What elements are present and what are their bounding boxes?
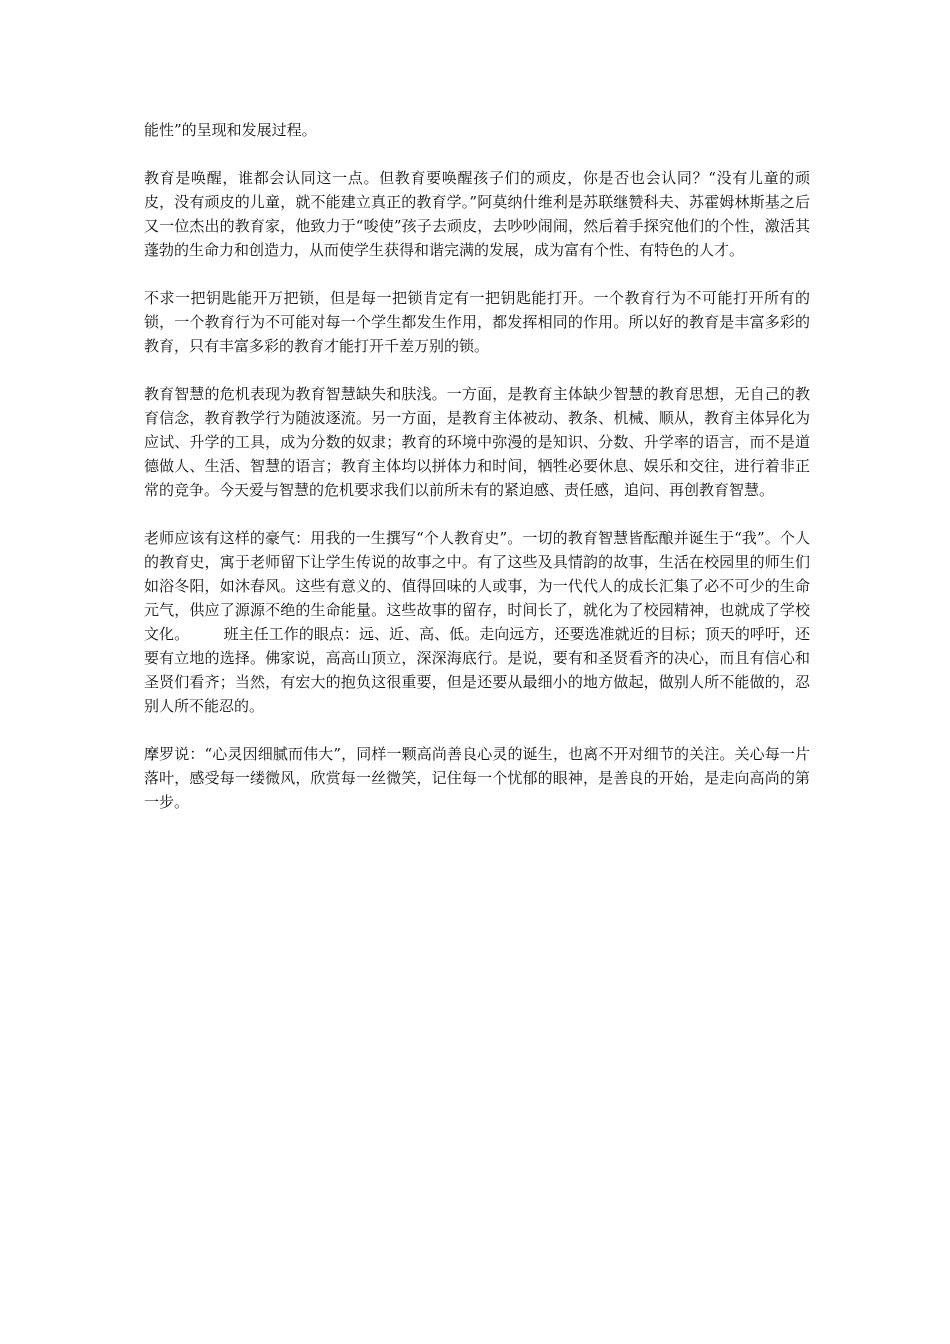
paragraph-5-part-1: 老师应该有这样的豪气：用我的一生撰写“个人教育史”。一切的教育智慧皆酝酿并诞生于“我”。个人的教育史，寓于老师留下让学生传说的故事之中。有了这些及具情韵的故事，生活在校园里的师生们如浴冬阳，如沐春风。这些有意义的、值得回味的人或事，为一代代人的成长汇集了必不可少的生命元气，供应了源源不绝的生命能量。这些故事的留存，时间长了，就化为了校园精神，也就成了学校文化。 <box>144 529 810 643</box>
document-body <box>144 118 810 814</box>
paragraph-6: 摩罗说：“心灵因细腻而伟大”，同样一颗高尚善良心灵的诞生，也离不开对细节的关注。关心每一片落叶，感受每一缕微风，欣赏每一丝微笑，记住每一个忧郁的眼神，是善良的开始，是走向高尚的第一步。 <box>144 745 810 811</box>
paragraph-4: 教育智慧的危机表现为教育智慧缺失和肤浅。一方面，是教育主体缺少智慧的教育思想，无自己的教育信念，教育教学行为随波逐流。另一方面，是教育主体被动、教条、机械、顺从，教育主体异化为应试、升学的工具，成为分数的奴隶；教育的环境中弥漫的是知识、分数、升学率的语言，而不是道德做人、生活、智慧的语言；教育主体均以拼体力和时间，牺牲必要休息、娱乐和交往，进行着非正常的竞争。今天爱与智慧的危机要求我们以前所未有的紧迫感、责任感，追问、再创教育智慧。 <box>144 385 810 499</box>
paragraph-5-part-2: 班主任工作的眼点：远、近、高、低。走向远方，还要选准就近的目标；顶天的呼吁，还要有立地的选择。佛家说，高高山顶立，深深海底行。是说，要有和圣贤看齐的决心，而且有信心和圣贤们看齐；当然，有宏大的抱负这很重要，但是还要从最细小的地方做起，做别人所不能做的，忍别人所不能忍的。 <box>144 625 810 715</box>
paragraph-5 <box>144 526 810 718</box>
paragraph-1: 能性”的呈现和发展过程。 <box>144 121 317 139</box>
paragraph-3: 不求一把钥匙能开万把锁，但是每一把锁肯定有一把钥匙能打开。一个教育行为不可能打开所有的锁，一个教育行为不可能对每一个学生都发生作用，都发挥相同的作用。所以好的教育是丰富多彩的教育，只有丰富多彩的教育才能打开千差万别的锁。 <box>144 289 810 355</box>
paragraph-2: 教育是唤醒，谁都会认同这一点。但教育要唤醒孩子们的顽皮，你是否也会认同？“没有儿童的顽皮，没有顽皮的儿童，就不能建立真正的教育学。”阿莫纳什维利是苏联继赞科夫、苏霍姆林斯基之后又一位杰出的教育家，他致力于“唆使”孩子去顽皮，去吵吵闹闹，然后着手探究他们的个性，激活其蓬勃的生命力和创造力，从而使学生获得和谐完满的发展，成为富有个性、有特色的人才。 <box>144 169 810 259</box>
